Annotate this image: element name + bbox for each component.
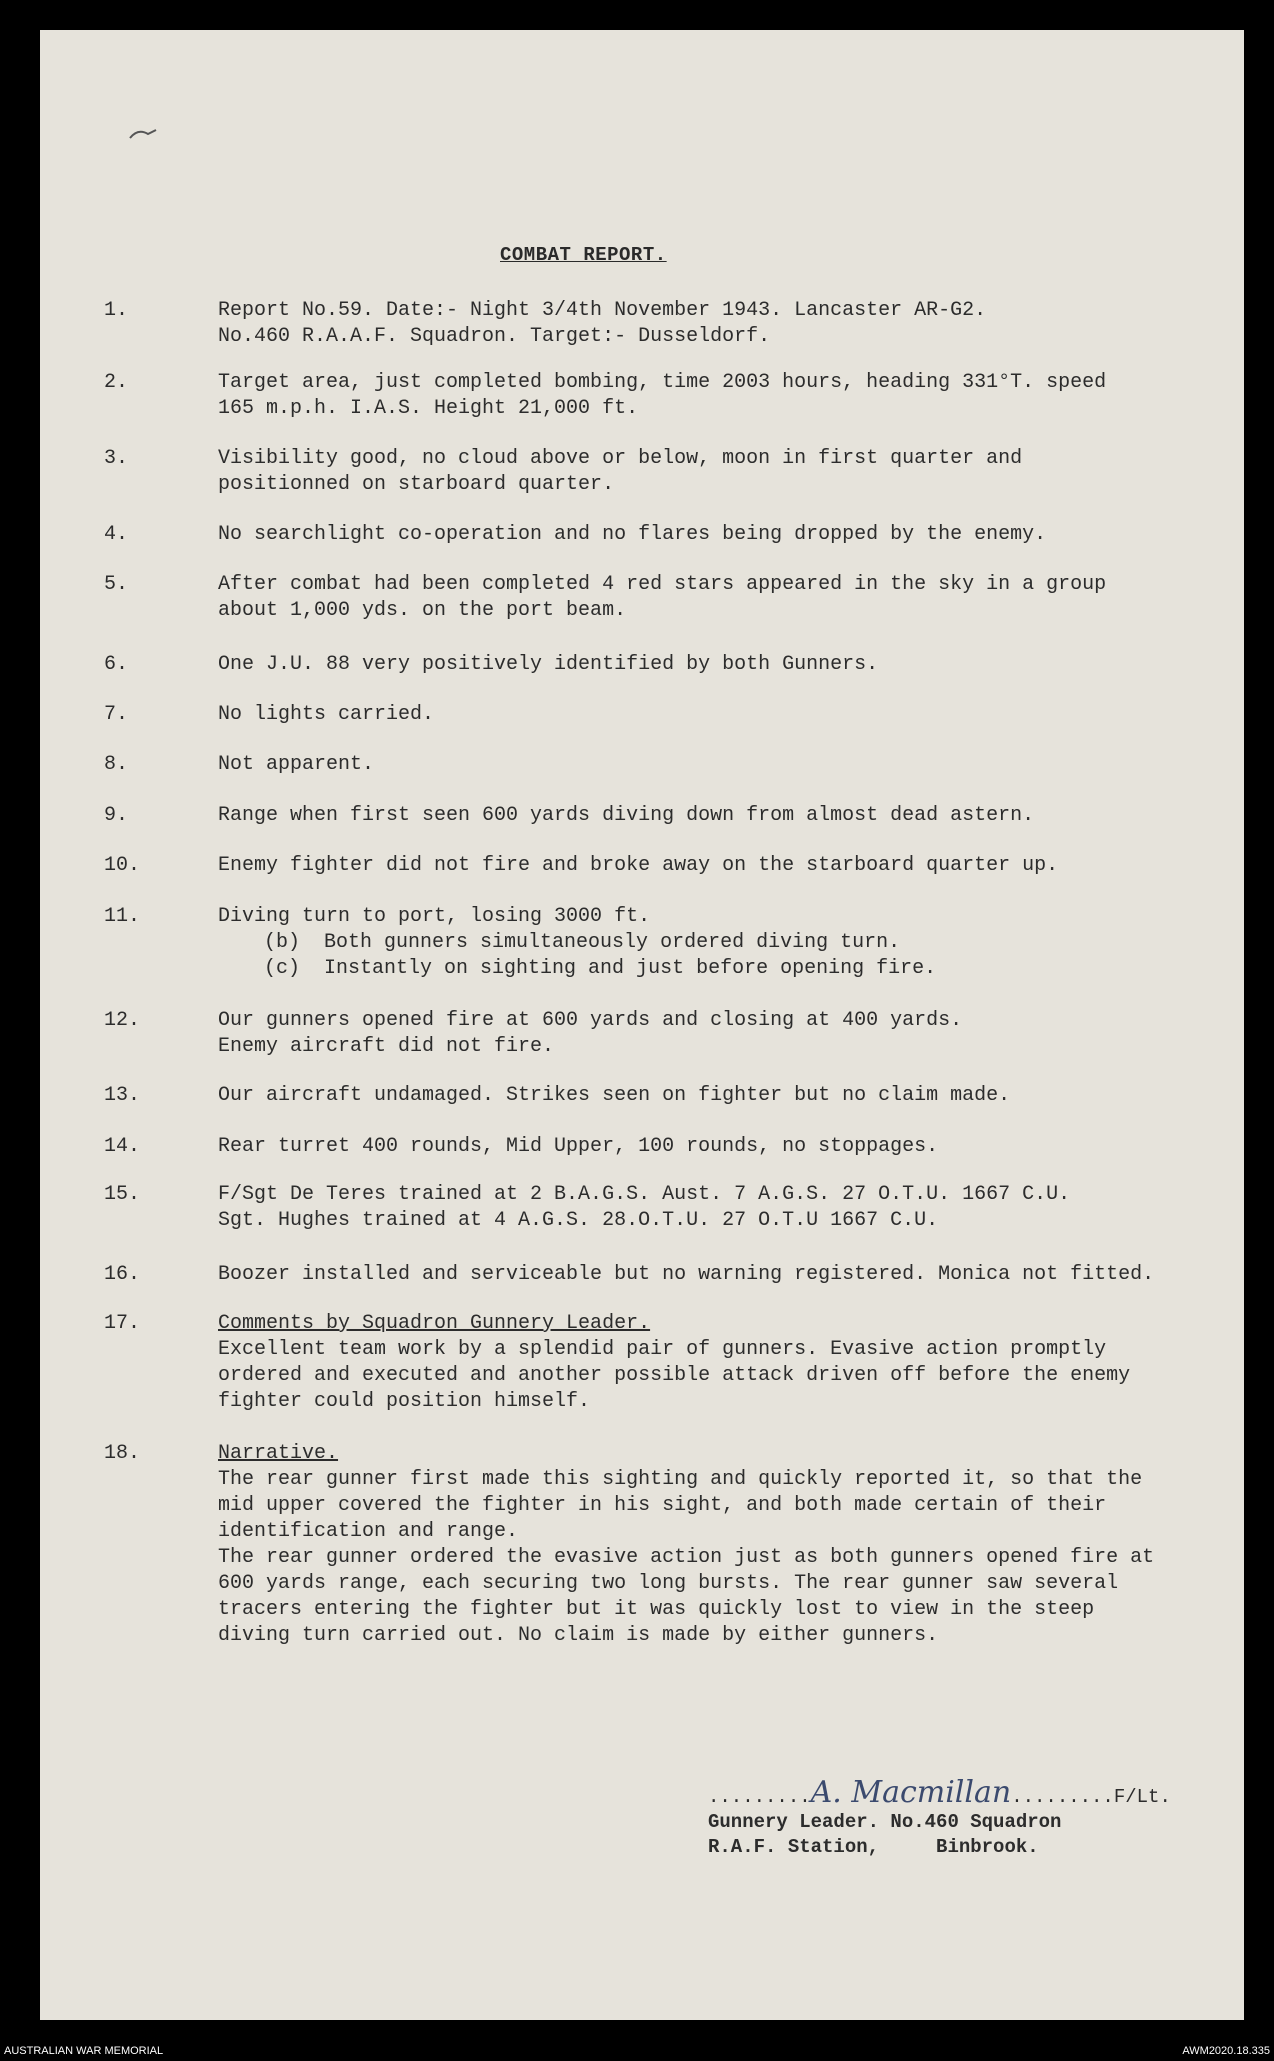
paper-mark-icon <box>128 126 158 142</box>
item-number: 10. <box>104 854 141 877</box>
document-page <box>40 30 1244 2020</box>
report-item <box>104 1083 1184 1109</box>
item-line: No lights carried. <box>218 703 435 726</box>
report-item <box>104 702 1184 728</box>
item-number: 9. <box>104 804 129 827</box>
item-line: Our aircraft undamaged. Strikes seen on fighter but no claim made. <box>218 1084 1011 1107</box>
item-line: fighter could position himself. <box>218 1390 591 1413</box>
item-line: Target area, just completed bombing, time 2003 hours, heading 331°T. speed <box>218 371 1107 394</box>
report-title: COMBAT REPORT. <box>500 244 667 266</box>
item-body <box>218 702 1184 728</box>
report-item <box>104 522 1184 548</box>
report-item <box>104 370 1184 422</box>
item-body <box>218 522 1184 548</box>
item-number: 4. <box>104 523 129 546</box>
item-line: Visibility good, no cloud above or below, moon in first quarter and <box>218 447 1023 470</box>
item-body <box>218 652 1184 678</box>
signature-block: .........A. Macmillan.........F/Lt. Gunnery Leader. No.460 Squadron R.A.F. Station, Binbrook. <box>708 1775 1171 1858</box>
item-body <box>218 1441 1184 1649</box>
item-line: No searchlight co-operation and no flares being dropped by the enemy. <box>218 523 1047 546</box>
report-item <box>104 752 1184 778</box>
item-line: identification and range. <box>218 1520 519 1543</box>
item-line: Sgt. Hughes trained at 4 A.G.S. 28.O.T.U. 27 O.T.U 1667 C.U. <box>218 1209 939 1232</box>
item-line: positionned on starboard quarter. <box>218 473 615 496</box>
item-number: 14. <box>104 1135 141 1158</box>
item-line: tracers entering the fighter but it was quickly lost to view in the steep <box>218 1598 1095 1621</box>
item-line: Enemy fighter did not fire and broke away on the starboard quarter up. <box>218 854 1059 877</box>
item-number: 16. <box>104 1263 141 1286</box>
item-number: 15. <box>104 1183 141 1206</box>
item-subline: (c) Instantly on sighting and just before opening fire. <box>264 957 937 980</box>
item-line: mid upper covered the fighter in his sight, and both made certain of their <box>218 1494 1107 1517</box>
item-body <box>218 446 1184 498</box>
item-line: Rear turret 400 rounds, Mid Upper, 100 rounds, no stoppages. <box>218 1135 939 1158</box>
item-line: Our gunners opened fire at 600 yards and closing at 400 yards. <box>218 1009 963 1032</box>
signature: A. Macmillan <box>810 1775 1012 1810</box>
report-item <box>104 1441 1184 1649</box>
footer-left: AUSTRALIAN WAR MEMORIAL <box>4 2045 164 2057</box>
item-line: Not apparent. <box>218 753 375 776</box>
item-number: 12. <box>104 1009 141 1032</box>
item-body <box>218 752 1184 778</box>
report-item <box>104 446 1184 498</box>
report-item <box>104 803 1184 829</box>
item-body <box>218 1262 1184 1288</box>
item-line: Enemy aircraft did not fire. <box>218 1035 555 1058</box>
item-line: The rear gunner ordered the evasive action just as both gunners opened fire at <box>218 1546 1155 1569</box>
item-number: 6. <box>104 653 129 676</box>
item-body <box>218 1134 1184 1160</box>
report-item <box>104 1182 1184 1234</box>
item-subline: (b) Both gunners simultaneously ordered diving turn. <box>264 931 901 954</box>
report-item <box>104 572 1184 624</box>
report-item <box>104 904 1184 982</box>
item-body <box>218 1008 1184 1060</box>
report-item <box>104 853 1184 879</box>
item-body <box>218 1311 1184 1415</box>
item-line: diving turn carried out. No claim is made by either gunners. <box>218 1624 939 1647</box>
item-body <box>218 1083 1184 1109</box>
item-line: F/Sgt De Teres trained at 2 B.A.G.S. Aust. 7 A.G.S. 27 O.T.U. 1667 C.U. <box>218 1183 1071 1206</box>
report-item <box>104 1262 1184 1288</box>
item-line: Excellent team work by a splendid pair of gunners. Evasive action promptly <box>218 1338 1107 1361</box>
item-body <box>218 904 1184 982</box>
item-line: ordered and executed and another possible attack driven off before the enemy <box>218 1364 1131 1387</box>
item-number: 7. <box>104 703 129 726</box>
report-item <box>104 1134 1184 1160</box>
item-line: After combat had been completed 4 red stars appeared in the sky in a group <box>218 573 1107 596</box>
item-line: Report No.59. Date:- Night 3/4th November 1943. Lancaster AR-G2. <box>218 299 987 322</box>
item-body <box>218 572 1184 624</box>
item-line: about 1,000 yds. on the port beam. <box>218 599 627 622</box>
report-item <box>104 298 1184 350</box>
item-line: One J.U. 88 very positively identified by both Gunners. <box>218 653 879 676</box>
item-line: 165 m.p.h. I.A.S. Height 21,000 ft. <box>218 397 639 420</box>
item-number: 5. <box>104 573 129 596</box>
item-number: 3. <box>104 447 129 470</box>
item-line: Boozer installed and serviceable but no warning registered. Monica not fitted. <box>218 1263 1155 1286</box>
item-line: 600 yards range, each securing two long bursts. The rear gunner saw several <box>218 1572 1119 1595</box>
signature-station: R.A.F. Station, Binbrook. <box>708 1836 1039 1858</box>
item-number: 1. <box>104 299 129 322</box>
item-number: 18. <box>104 1442 141 1465</box>
item-number: 2. <box>104 371 129 394</box>
item-number: 11. <box>104 905 141 928</box>
item-body <box>218 298 1184 350</box>
item-heading: Comments by Squadron Gunnery Leader. <box>218 1312 651 1335</box>
item-body <box>218 853 1184 879</box>
item-number: 17. <box>104 1312 141 1335</box>
item-body <box>218 1182 1184 1234</box>
item-heading: Narrative. <box>218 1442 339 1465</box>
report-item <box>104 1311 1184 1415</box>
signature-rank: F/Lt. <box>1113 1786 1171 1808</box>
item-line: No.460 R.A.A.F. Squadron. Target:- Dusseldorf. <box>218 325 771 348</box>
item-number: 8. <box>104 753 129 776</box>
report-item <box>104 652 1184 678</box>
item-body <box>218 370 1184 422</box>
signature-title: Gunnery Leader. No.460 Squadron <box>708 1811 1062 1833</box>
item-line: Range when first seen 600 yards diving down from almost dead astern. <box>218 804 1035 827</box>
footer-right: AWM2020.18.335 <box>1182 2045 1270 2057</box>
report-item <box>104 1008 1184 1060</box>
item-number: 13. <box>104 1084 141 1107</box>
item-line: The rear gunner first made this sighting and quickly reported it, so that the <box>218 1468 1143 1491</box>
item-body <box>218 803 1184 829</box>
item-line: Diving turn to port, losing 3000 ft. <box>218 905 651 928</box>
footer <box>4 2045 1270 2059</box>
